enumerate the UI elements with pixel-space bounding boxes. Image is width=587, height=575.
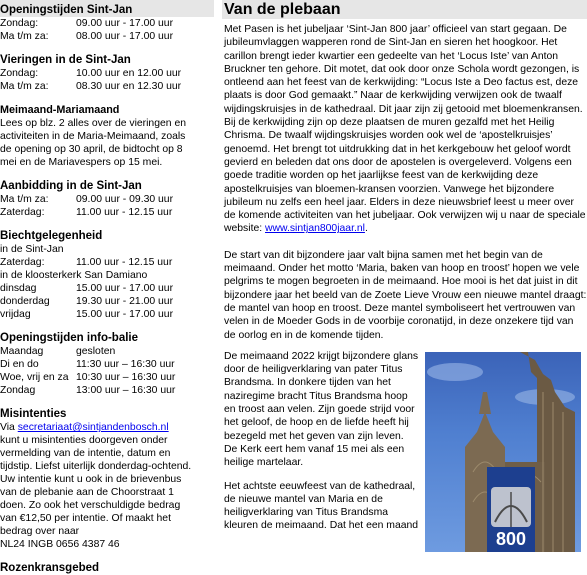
misintenties-text-line: van €12,50 per intentie. Of maakt het <box>0 513 171 524</box>
heading-misintenties: Misintenties <box>0 408 67 420</box>
article-paragraph: De start van dit bijzondere jaar valt bijna samen met het begin van de meimaand. Onder het motto ‘Maria, baken van hoop en troost’ hopen we vele pelgrims te mogen begroeten in de meimaand. Hoe mooi is het dat juist in dit bijzondere jaar het beeld van de Zoete Lieve Vrouw een nieuwe mantel draagt: de mantel van hoop en troost. Deze mantel symboliseert het vertrouwen van velen in de Moeder Gods in de voorbije coronatijd, in deze onzekere tijd van de oorlog en in de komende tijden. <box>224 249 587 341</box>
meimaand-text-line: Lees op blz. 2 alles over de vieringen en <box>0 118 186 129</box>
schedule-row: Zondag: 10.00 uur en 12.00 uur <box>0 68 182 79</box>
misintenties-text-line: bedrag over naar <box>0 526 80 537</box>
misintenties-text-line: van de plebanie aan de Choorstraat 1 <box>0 487 174 498</box>
biecht-location: in de kloosterkerk San Damiano <box>0 270 148 281</box>
misintenties-text-line: vermelding van de intentie, datum en <box>0 448 171 459</box>
right-column <box>222 0 587 549</box>
cathedral-photo <box>425 352 581 552</box>
website-link[interactable]: www.sintjan800jaar.nl <box>265 223 365 235</box>
article-paragraph: Met Pasen is het jubeljaar ‘Sint-Jan 800 jaar’ officieel van start gegaan. De jubileumvlaggen wapperen rond de Sint-Jan en sieren het hoogkoor. Het carillon brengt ieder kwartier een gedeelte van het ‘Locus Iste’ van Anton Bruckner ten gehore. Dit motet, dat ook door onze Schola wordt gezongen, is ontleend aan het feest van de kerkwijding: “Locus Iste a Deo factus est, deze plaats is door God gemaakt.” Naar de kerkwijding verwijzen ook de twaalf wijdingskruisjes in de kathedraal. Dit jaar zijn zij getooid met bloemenkransen. Bij de kerkwijding zijn op deze plaatsen de muren gezalfd met het Heilig Chrisma. De twaalf wijdingskruisjes worden ook wel de ‘apostelkruisjes’ genoemd. Het brengt tot uitdrukking dat in het kerkgebouw het geloof wordt gevierd en beleden dat ons door de apostelen is overgeleverd. Volgens een goede traditie worden op het jaarlijkse feest van de kerkwijding deze apostelkruisjes van bloemen-kransen voorzien. Vanwege het bijzondere jubileum nu zelfs een heel jaar. Elders in deze nieuwsbrief leest u meer over de komende activiteiten van het jubeljaar. Ook verwijzen wij u naar de speciale website: www.sintjan800jaar.nl. <box>224 24 586 235</box>
heading-biecht: Biechtgelegenheid <box>0 230 103 242</box>
meimaand-text-line: mei en de Mariavespers op 15 mei. <box>0 157 163 168</box>
schedule-row: donderdag 19.30 uur - 21.00 uur <box>0 296 174 307</box>
misintenties-text-line: doen. Zo ook het verschuldigde bedrag <box>0 500 181 511</box>
meimaand-text-line: de opening op 30 april, de bidtocht op 8 <box>0 144 183 155</box>
banner-number: 800 <box>495 528 527 549</box>
heading-infobalie: Openingstijden info-balie <box>0 332 138 344</box>
article-title: Van de plebaan <box>222 0 587 19</box>
article-paragraph: Het achtste eeuwfeest van de kathedraal, de nieuwe mantel van Maria en de heiligverklaring van Titus Brandsma kleuren de meimaand. Dat het een maand <box>224 480 419 532</box>
left-column <box>0 0 214 574</box>
misintenties-via-line: Via secretariaat@sintjandenbosch.nl <box>0 422 169 433</box>
schedule-row: Zondag 13:00 uur – 16:30 uur <box>0 385 176 396</box>
schedule-row: Ma t/m za: 08.00 uur - 17.00 uur <box>0 31 174 42</box>
iban-line: NL24 INGB 0656 4387 46 <box>0 539 120 550</box>
schedule-row: Woe, vrij en za 10:30 uur – 16:30 uur <box>0 372 176 383</box>
schedule-row: Zaterdag: 11.00 uur - 12.15 uur <box>0 207 173 218</box>
misintenties-text-line: kunt u misintenties doorgeven onder <box>0 435 168 446</box>
schedule-row: Ma t/m za: 09.00 uur - 09.30 uur <box>0 194 174 205</box>
schedule-row: Maandag gesloten <box>0 346 116 357</box>
biecht-location: in de Sint-Jan <box>0 244 64 255</box>
email-link[interactable]: secretariaat@sintjandenbosch.nl <box>17 422 169 433</box>
schedule-row: Zaterdag: 11.00 uur - 12.15 uur <box>0 257 173 268</box>
photo-text-block <box>222 350 587 549</box>
heading-rozenkrans: Rozenkransgebed <box>0 562 100 574</box>
heading-meimaand: Meimaand-Mariamaand <box>0 104 120 116</box>
schedule-row: dinsdag 15.00 uur - 17.00 uur <box>0 283 174 294</box>
schedule-row: Di en do 11:30 uur – 16:30 uur <box>0 359 175 370</box>
misintenties-text-line: Uw intentie kunt u ook in de brievenbus <box>0 474 182 485</box>
heading-openingstijden-sintjan: Openingstijden Sint-Jan <box>0 0 214 17</box>
schedule-row: Zondag: 09.00 uur - 17.00 uur <box>0 18 174 29</box>
schedule-row: Ma t/m za: 08.30 uur en 12.30 uur <box>0 81 182 92</box>
article-paragraph: De meimaand 2022 krijgt bijzondere glans door de heiligverklaring van pater Titus Brandsma. In donkere tijden van het naziregime bracht Titus Brandsma hoop en troost aan velen. Zijn goede strijd voor het geloof, de hoop en de liefde heeft hij bezegeld met het geven van zijn leven. De Kerk eert hem vanaf 15 mei als een heilige martelaar. <box>224 350 419 469</box>
meimaand-text-line: activiteiten in de Maria-Meimaand, zoals <box>0 131 186 142</box>
schedule-row: vrijdag 15.00 uur - 17.00 uur <box>0 309 174 320</box>
heading-vieringen: Vieringen in de Sint-Jan <box>0 54 131 66</box>
misintenties-text-line: tijdstip. Liefst uiterlijk donderdag-ochtend. <box>0 461 192 472</box>
heading-aanbidding: Aanbidding in de Sint-Jan <box>0 180 142 192</box>
